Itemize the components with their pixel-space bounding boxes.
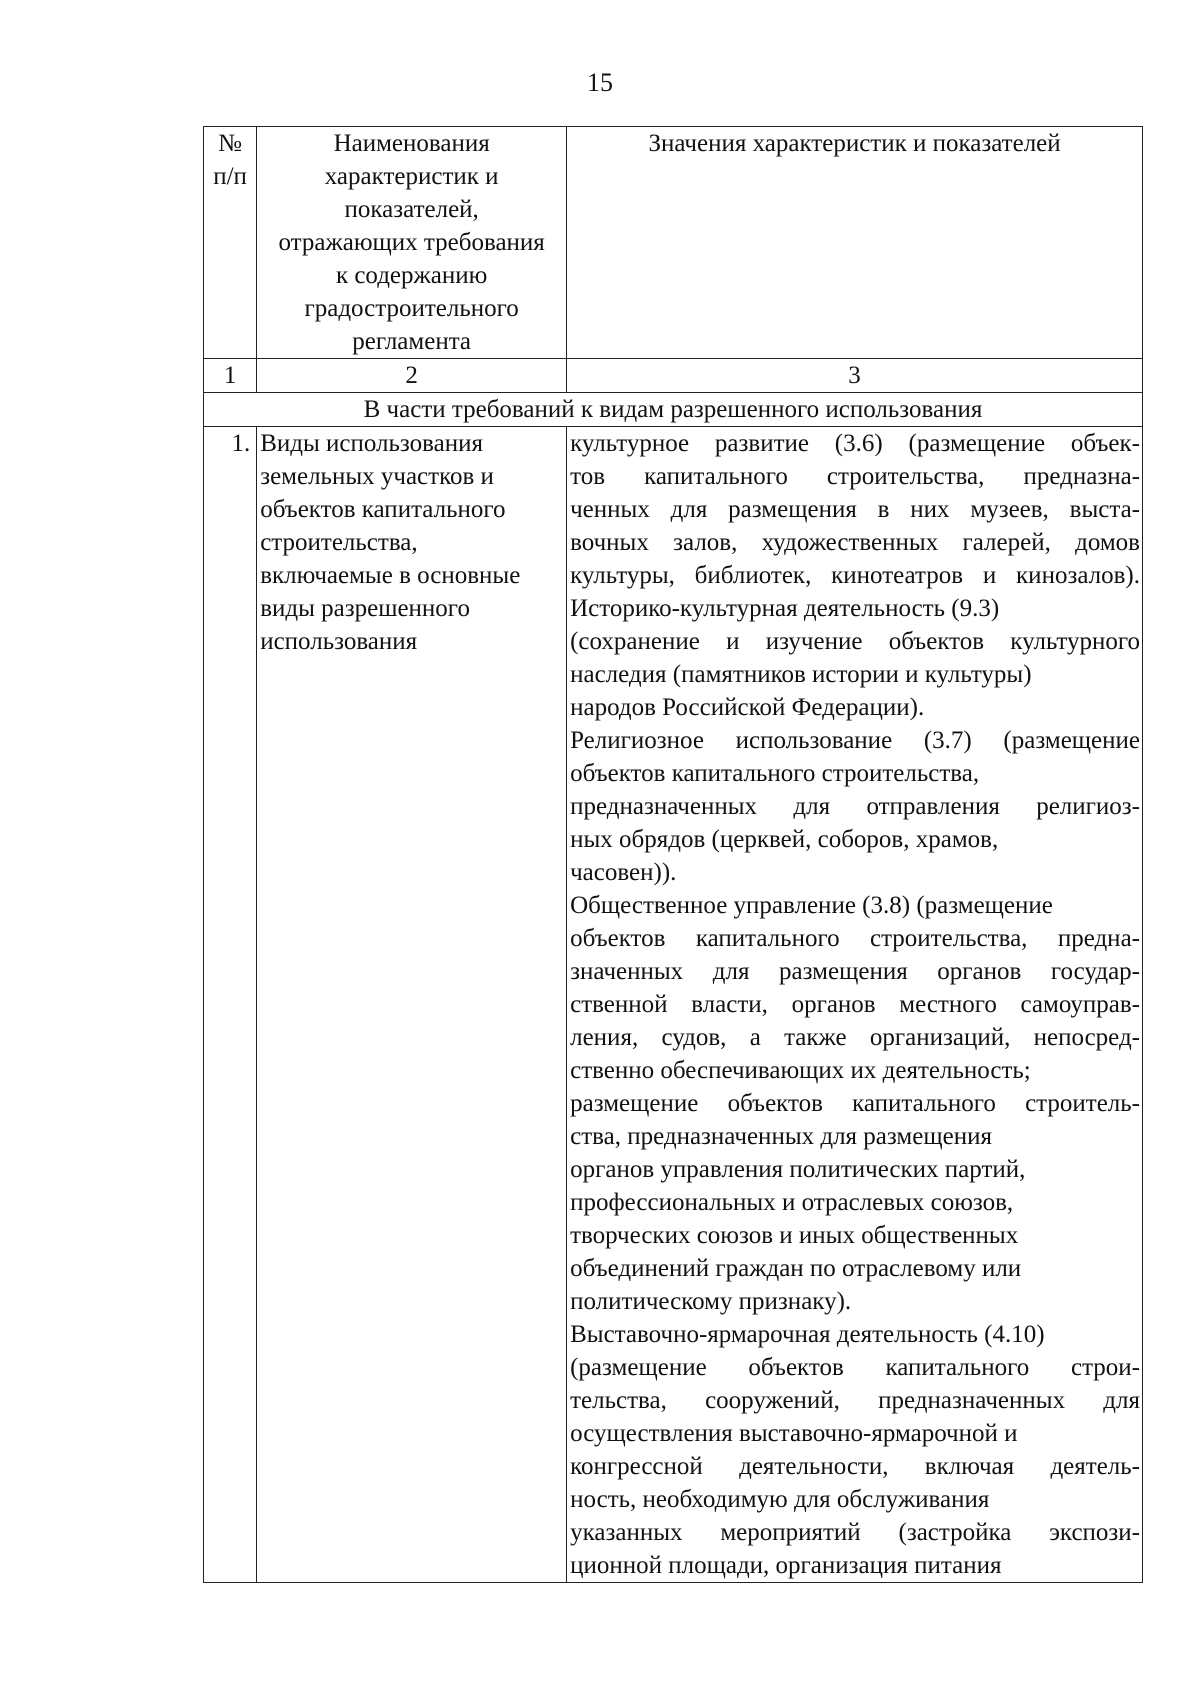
value-line: ственной власти, органов местного самоуправ- xyxy=(570,991,1140,1018)
value-line: творческих союзов и иных общественных xyxy=(570,1222,1019,1249)
value-line: политическому признаку). xyxy=(570,1288,852,1315)
row-name-line: включаемые в основные xyxy=(260,562,521,589)
header-name-line: показателей, xyxy=(344,196,479,223)
header-name-line: характеристик и xyxy=(324,163,499,190)
row-name-line: виды разрешенного xyxy=(260,595,470,622)
header-number-line: п/п xyxy=(213,163,247,190)
table-header-row xyxy=(204,127,1143,359)
row-name-line: строительства, xyxy=(260,529,418,556)
value-line: (сохранение и изучение объектов культурного xyxy=(570,628,1140,655)
value-line: объединений граждан по отраслевому или xyxy=(570,1255,1022,1282)
value-line: ственно обеспечивающих их деятельность; xyxy=(570,1057,1031,1084)
row-name-line: использования xyxy=(260,628,418,655)
header-values-cell: Значения характеристик и показателей xyxy=(567,127,1143,359)
row-values-cell xyxy=(567,427,1143,1583)
value-line: Религиозное использование (3.7) (размещение xyxy=(570,727,1140,754)
value-line: ционной площади, организация питания xyxy=(570,1552,1002,1579)
value-line: конгрессной деятельности, включая деятель- xyxy=(570,1453,1140,1480)
value-line: Общественное управление (3.8) (размещение xyxy=(570,892,1053,919)
regulation-table xyxy=(203,126,1143,1583)
header-name-line: к содержанию xyxy=(335,262,488,289)
value-line: ченных для размещения в них музеев, выста- xyxy=(570,496,1140,523)
value-line: наследия (памятников истории и культуры) xyxy=(570,661,1032,688)
value-line: ства, предназначенных для размещения xyxy=(570,1123,992,1150)
table-row xyxy=(204,427,1143,1583)
value-line: ность, необходимую для обслуживания xyxy=(570,1486,990,1513)
value-line: размещение объектов капитального строитель- xyxy=(570,1090,1140,1117)
header-name-line: градостроительного xyxy=(304,295,519,322)
value-line: (размещение объектов капитального строи- xyxy=(570,1354,1140,1381)
value-line: Историко-культурная деятельность (9.3) xyxy=(570,595,1000,622)
value-line: тельства, сооружений, предназначенных для xyxy=(570,1387,1140,1414)
value-line: ления, судов, а также организаций, непосред- xyxy=(570,1024,1140,1051)
value-line: народов Российской Федерации). xyxy=(570,694,925,721)
value-line: профессиональных и отраслевых союзов, xyxy=(570,1189,1014,1216)
row-number: 1. xyxy=(204,427,257,1583)
value-line: тов капитального строительства, предназна- xyxy=(570,463,1140,490)
value-line: вочных залов, художественных галерей, домов xyxy=(570,529,1140,556)
header-name-line: регламента xyxy=(352,328,472,355)
value-line: значенных для размещения органов государ- xyxy=(570,958,1140,985)
row-name-line: Виды использования xyxy=(260,430,483,457)
header-name-line: отражающих требования xyxy=(278,229,545,256)
header-number-line: № xyxy=(218,130,243,157)
column-number: 2 xyxy=(257,359,567,393)
column-numbers-row xyxy=(204,359,1143,393)
value-line: объектов капитального строительства, xyxy=(570,760,980,787)
row-name-cell xyxy=(257,427,567,1583)
header-number-cell xyxy=(204,127,257,359)
section-title: В части требований к видам разрешенного использования xyxy=(204,393,1143,427)
value-line: предназначенных для отправления религиоз- xyxy=(570,793,1140,820)
value-line: часовен)). xyxy=(570,859,677,886)
value-line: осуществления выставочно-ярмарочной и xyxy=(570,1420,1018,1447)
header-name-cell xyxy=(257,127,567,359)
value-line: культуры, библиотек, кинотеатров и кинозалов). xyxy=(570,562,1140,589)
value-line: объектов капитального строительства, предна- xyxy=(570,925,1140,952)
section-title-row xyxy=(204,393,1143,427)
row-name-line: земельных участков и xyxy=(260,463,494,490)
column-number: 3 xyxy=(567,359,1143,393)
value-line: Выставочно-ярмарочная деятельность (4.10) xyxy=(570,1321,1045,1348)
value-line: органов управления политических партий, xyxy=(570,1156,1026,1183)
page-number: 15 xyxy=(587,68,613,97)
value-line: культурное развитие (3.6) (размещение объек- xyxy=(570,430,1140,457)
value-line: указанных мероприятий (застройка экспози- xyxy=(570,1519,1140,1546)
column-number: 1 xyxy=(204,359,257,393)
value-line: ных обрядов (церквей, соборов, храмов, xyxy=(570,826,999,853)
header-name-line: Наименования xyxy=(333,130,490,157)
row-name-line: объектов капитального xyxy=(260,496,506,523)
